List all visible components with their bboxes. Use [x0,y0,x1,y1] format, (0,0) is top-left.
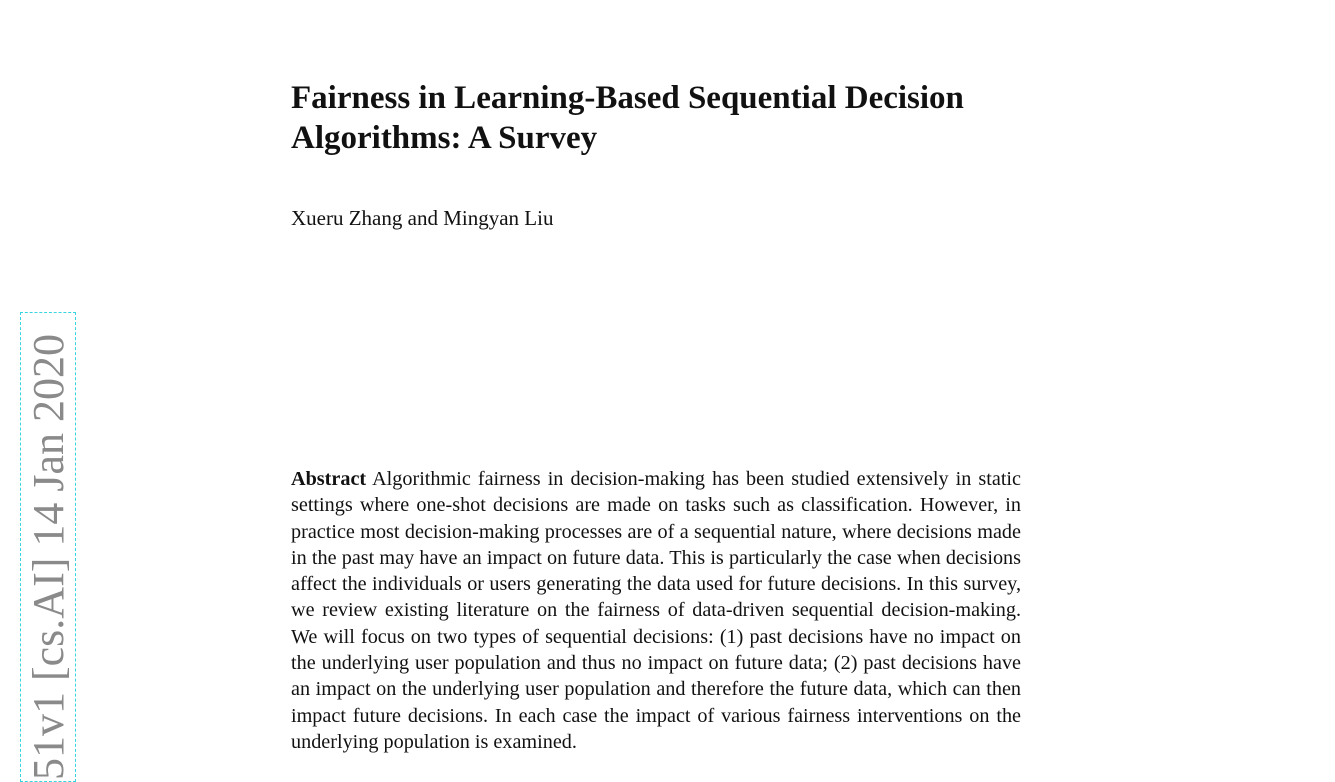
arxiv-stamp-box [20,312,76,782]
abstract-block [291,466,1021,755]
arxiv-stamp-text: 51v1 [cs.AI] 14 Jan 2020 [24,333,73,780]
paper-authors: Xueru Zhang and Mingyan Liu [291,206,554,230]
paper-title [291,78,1051,158]
abstract-text: Algorithmic fairness in decision-making has been studied extensively in static settings where one-shot decisions are made on tasks such as classification. However, in practice most decision-making processes are of a sequential nature, where decisions made in the past may have an impact on future data. This is particularly the case when decisions affect the individuals or users generating the data used for future decisions. In this survey, we review existing literature on the fairness of data-driven sequential decision-making. We will focus on two types of sequential decisions: (1) past decisions have no impact on the underlying user population and thus no impact on future data; (2) past decisions have an impact on the underlying user population and therefore the future data, which can then impact future decisions. In each case the impact of various fairness interventions on the underlying population is examined. [291,468,1022,753]
paper-title-line-2: Algorithms: A Survey [291,120,598,156]
abstract-label: Abstract [291,468,367,490]
paper-title-line-1: Fairness in Learning-Based Sequential Decision [291,80,964,116]
